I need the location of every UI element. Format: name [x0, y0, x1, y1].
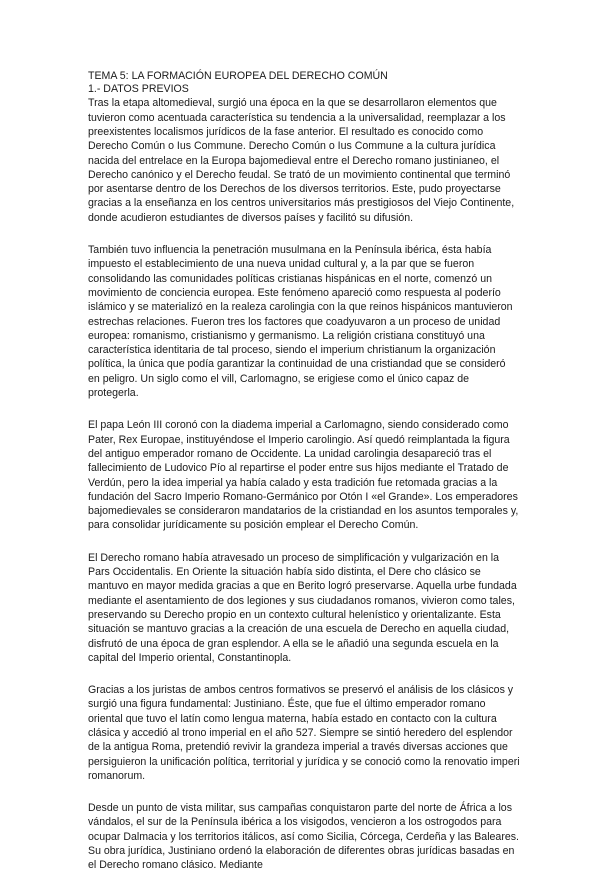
- paragraph-4: El Derecho romano había atravesado un proceso de simplificación y vulgarización en la Pars Occidentalis. En Oriente la situación había sido distinta, el Dere cho clásico se mantuvo en mayor medida gracias a que en Berito logró preservarse. Aquella urbe fundada mediante el asentamiento de dos legiones y sus ciudadanos romanos, vivieron como tales, preservando su Derecho propio en un contexto cultural helenístico y orientalizante. Esta situación se mantuvo gracias a la creación de una escuela de Derecho en aquella ciudad, disfrutó de una época de gran esplendor. A ella se le añadió una segunda escuela en la capital del Imperio oriental, Constantinopla.: [88, 551, 517, 664]
- paragraph-6: Desde un punto de vista militar, sus campañas conquistaron parte del norte de África a los vándalos, el sur de la Península ibérica a los visigodos, vencieron a los ostrogodos para ocupar Dalmacia y los territorios itálicos, así como Sicilia, Córcega, Cerdeña y las Baleares. Su obra jurídica, Justiniano ordenó la elaboración de diferentes obras jurídicas basadas en el Derecho romano clásico. Mediante: [88, 802, 519, 872]
- document-title: TEMA 5: LA FORMACIÓN EUROPEA DEL DERECHO COMÚN: [88, 70, 388, 82]
- document-body: [88, 70, 520, 891]
- paragraph-3: El papa León III coronó con la diadema imperial a Carlomagno, siendo considerado como Pater, Rex Europae, instituyéndose el Imperio carolingio. Así quedó reimplantada la figura del antiguo emperador romano de Occidente. La unidad carolingia desapareció tras el fallecimiento de Ludovico Pío al repartirse el poder entre sus hijos mediante el Tratado de Verdún, pero la idea imperial ya había calado y esta tradición fue retomada gracias a la fundación del Sacro Imperio Romano-Germánico por Otón I «el Grande». Los emperadores bajomedievales se consideraron mandatarios de la cristiandad en los asuntos temporales y, para consolidar jurídicamente su posición emplear el Derecho Común.: [88, 419, 519, 532]
- paragraph-5: Gracias a los juristas de ambos centros formativos se preservó el análisis de los clásicos y surgió una figura fundamental: Justiniano. Éste, que fue el último emperador romano oriental que tuvo el latín como lengua materna, había estado en contacto con la cultura clásica y accedió al trono imperial en el año 527. Siempre se sintió heredero del esplendor de la antigua Roma, pretendió revivir la grandeza imperial a través diversas acciones que persiguieron la unificación política, territorial y jurídica y se conoció como la renovatio imperi romanorum.: [88, 684, 520, 782]
- section-heading: 1.- DATOS PREVIOS: [88, 83, 189, 96]
- paragraph-2: También tuvo influencia la penetración musulmana en la Península ibérica, ésta había impuesto el establecimiento de una nueva unidad cultural y, a la par que se fueron consolidando las comunidades políticas cristianas hispánicas en el norte, comenzó un movimiento de conciencia europea. Este fenómeno apareció como respuesta al poderío islámico y se materializó en la realeza carolingia con la que reinos hispánicos mantuvieron estrechas relaciones. Fueron tres los factores que coadyuvaron a un proceso de unidad europea: romanismo, cristianismo y germanismo. La religión cristiana constituyó una característica identitaria de tal proceso, siendo el imperium christianum la organización política, la única que podía garantizar la continuidad de una cristiandad que se consideró en peligro. Un siglo como el vill, Carlomagno, se erigiese como el único capaz de protegerla.: [88, 244, 513, 400]
- paragraph-1: Tras la etapa altomedieval, surgió una época en la que se desarrollaron elementos que tuvieron como acentuada característica su tendencia a la universalidad, reemplazar a los preexistentes localismos jurídicos de la fase anterior. El resultado es conocido como Derecho Común o Ius Commune. Derecho Común o Ius Commune a la cultura jurídica nacida del entrelace en la Europa bajomedieval entre el Derecho romano justinianeo, el Derecho canónico y el Derecho feudal. Se trató de un movimiento continental que terminó por asentarse dentro de los Derechos de los diversos territorios. Este, pudo proyectarse gracias a la enseñanza en los centros universitarios más prestigiosos del Viejo Continente, donde acudieron estudiantes de diversos países y facilitó su difusión.: [88, 97, 515, 224]
